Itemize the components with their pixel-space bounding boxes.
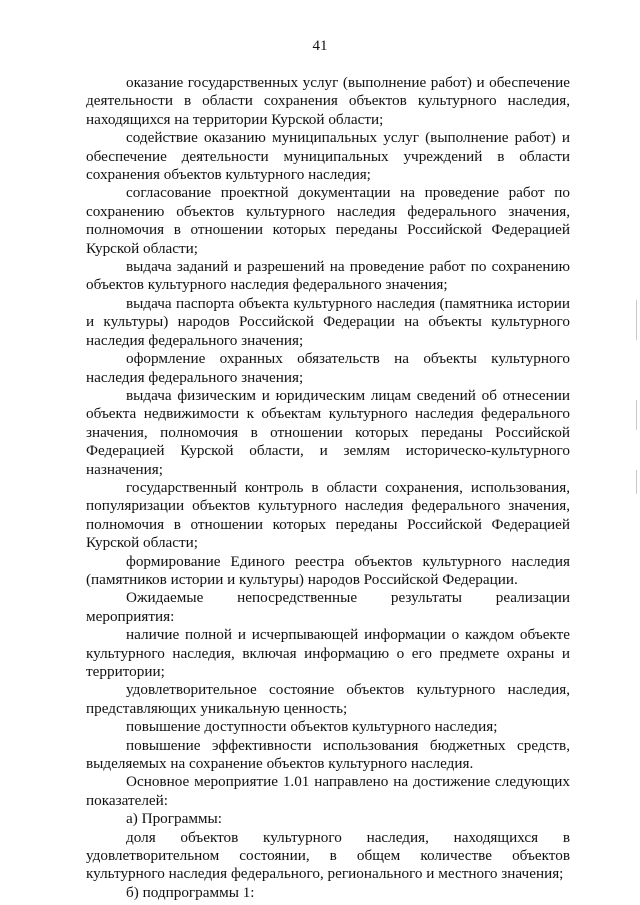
paragraph: наличие полной и исчерпывающей информации о каждом объекте культурного наследия, включая информацию о его предмете охраны и территории; xyxy=(86,626,570,680)
paragraph: оказание государственных услуг (выполнение работ) и обеспечение деятельности в области сохранения объектов культурного наследия, находящихся на территории Курской области; xyxy=(86,74,570,128)
paragraph: повышение эффективности использования бюджетных средств, выделяемых на сохранение объектов культурного наследия. xyxy=(86,736,570,773)
paragraph: выдача паспорта объекта культурного наследия (памятника истории и культуры) народов Российской Федерации на объекты культурного наследия федерального значения; xyxy=(86,294,570,349)
scan-edge-mark xyxy=(636,400,637,430)
paragraph: оформление охранных обязательств на объекты культурного наследия федерального значения; xyxy=(86,350,570,386)
paragraph: согласование проектной документации на проведение работ по сохранению объектов культурного наследия федерального значения, полномочия в отношении которых переданы Российской Федерацией Курской области; xyxy=(86,184,570,257)
scan-edge-mark xyxy=(636,470,637,494)
paragraph: повышение доступности объектов культурного наследия; xyxy=(126,718,498,736)
paragraph: содействие оказанию муниципальных услуг (выполнение работ) и обеспечение деятельности муниципальных учреждений в области сохранения объектов культурного наследия; xyxy=(86,129,570,184)
paragraph: доля объектов культурного наследия, находящихся в удовлетворительном состоянии, в общем количестве объектов культурного наследия федерального, регионального и местного значения; xyxy=(86,828,570,883)
scan-edge-mark xyxy=(636,300,637,340)
paragraph: б) подпрограммы 1: xyxy=(126,883,255,901)
document-body xyxy=(86,74,570,902)
paragraph: Ожидаемые непосредственные результаты реализации мероприятия: xyxy=(86,589,570,625)
paragraph: Основное мероприятие 1.01 направлено на достижение следующих показателей: xyxy=(86,773,570,809)
paragraph: а) Программы: xyxy=(126,810,222,828)
page-number: 41 xyxy=(312,38,328,54)
paragraph: государственный контроль в области сохранения, использования, популяризации объектов культурного наследия федерального значения, полномочия в отношении которых переданы Российской Федерацией Курской области; xyxy=(86,478,570,552)
paragraph: выдача заданий и разрешений на проведение работ по сохранению объектов культурного наследия федерального значения; xyxy=(86,258,570,294)
paragraph: формирование Единого реестра объектов культурного наследия (памятников истории и культуры) народов Российской Федерации. xyxy=(86,552,570,588)
paragraph: выдача физическим и юридическим лицам сведений об отнесении объекта недвижимости к объектам культурного наследия федерального значения, полномочия в отношении которых переданы Российской Федерацией Курской области, и землям историческо-культурного назначения; xyxy=(86,386,570,478)
paragraph: удовлетворительное состояние объектов культурного наследия, представляющих уникальную ценность; xyxy=(86,681,570,717)
